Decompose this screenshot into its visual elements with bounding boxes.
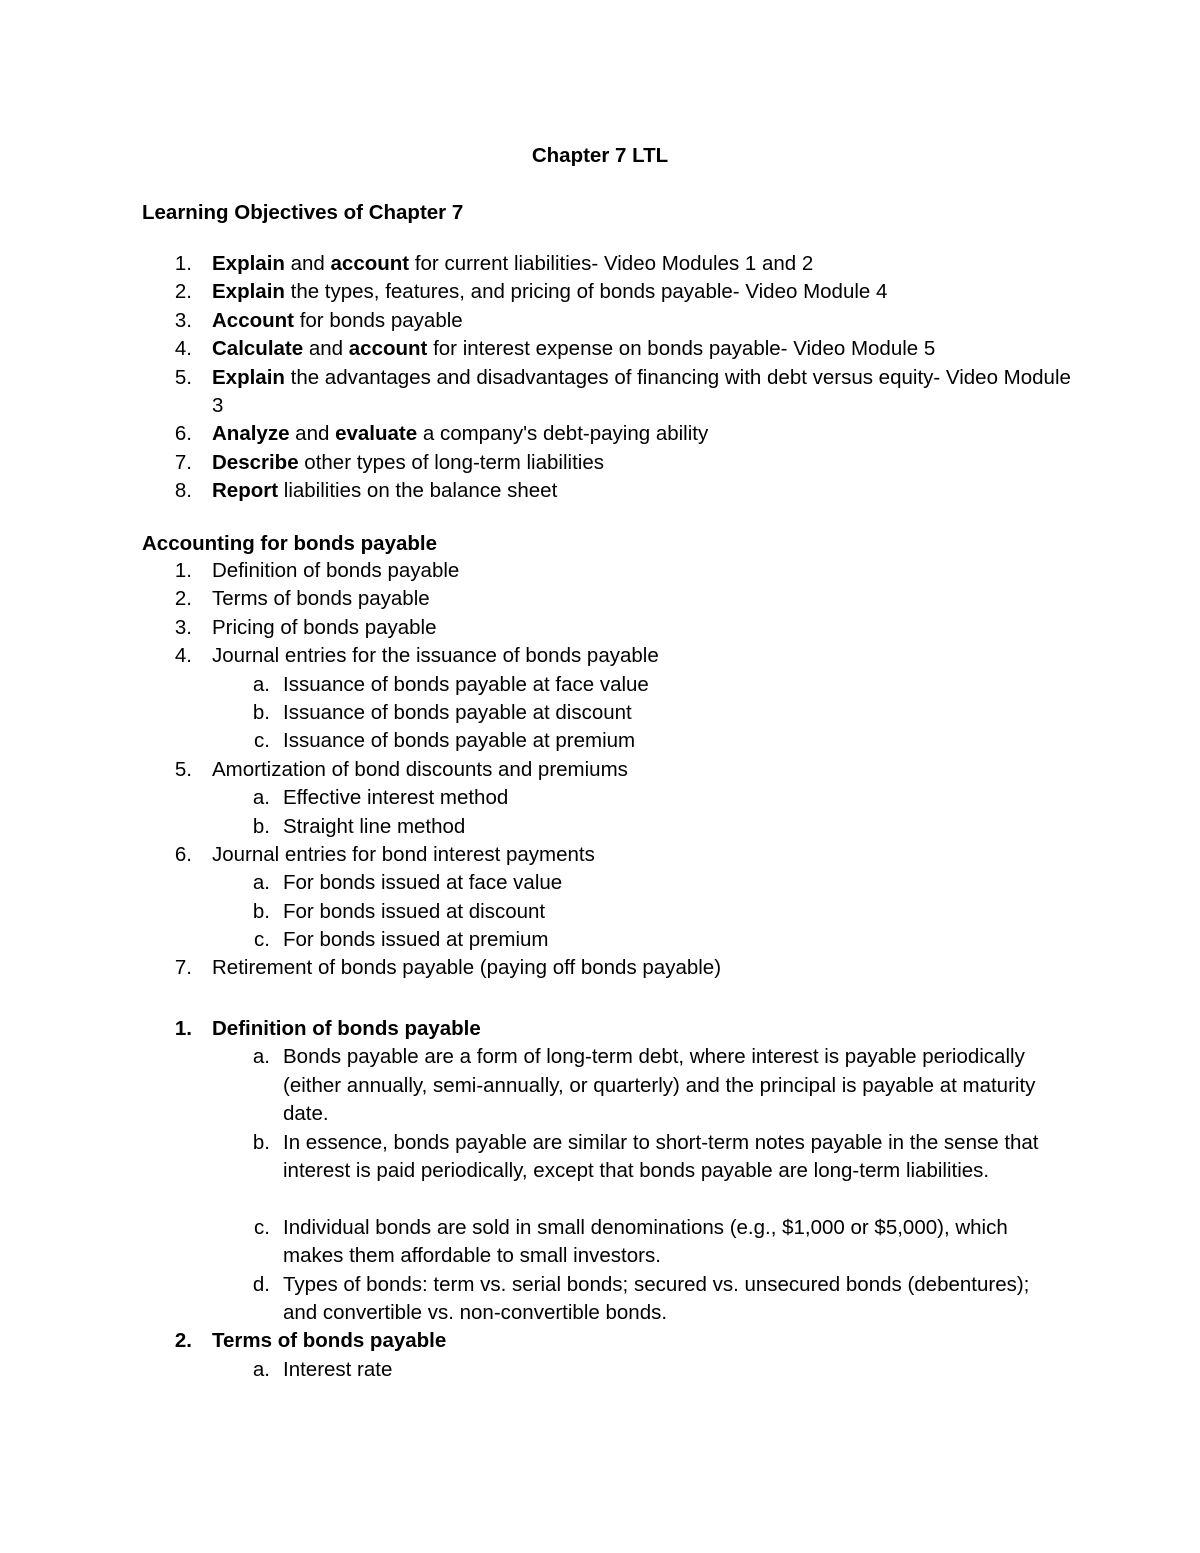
list-text: Analyze and evaluate a company's debt-paying ability bbox=[212, 422, 709, 446]
list-text: Calculate and account for interest expense on bonds payable- Video Module 5 bbox=[212, 337, 936, 361]
accounting-heading: Accounting for bonds payable bbox=[142, 532, 437, 555]
section-subitem bbox=[0, 1214, 1200, 1271]
list-number: 3. bbox=[174, 308, 192, 332]
section-subitem bbox=[0, 1356, 1200, 1384]
objective-item bbox=[0, 250, 1200, 278]
list-text: For bonds issued at face value bbox=[283, 871, 563, 895]
list-number: a. bbox=[252, 672, 270, 696]
outline-subitem bbox=[0, 869, 1200, 897]
list-text: Straight line method bbox=[283, 814, 466, 838]
list-text: Issuance of bonds payable at premium bbox=[283, 729, 636, 753]
list-number: 7. bbox=[174, 956, 192, 980]
list-number: b. bbox=[252, 1130, 270, 1154]
objective-item bbox=[0, 364, 1200, 421]
list-text: Individual bonds are sold in small denominations (e.g., $1,000 or $5,000), which makes them affordable to small investors. bbox=[283, 1215, 1008, 1268]
list-number: b. bbox=[252, 700, 270, 724]
list-number: c. bbox=[254, 928, 270, 952]
list-text: Report liabilities on the balance sheet bbox=[212, 479, 558, 503]
outline-item bbox=[0, 954, 1200, 982]
list-number: 2. bbox=[174, 587, 192, 611]
list-number: 2. bbox=[174, 1329, 192, 1353]
list-number: 2. bbox=[174, 280, 192, 304]
outline-item bbox=[0, 756, 1200, 784]
outline-item bbox=[0, 585, 1200, 613]
objectives-list bbox=[0, 250, 1200, 506]
list-number: 6. bbox=[174, 842, 192, 866]
list-text: Explain the types, features, and pricing of bonds payable- Video Module 4 bbox=[212, 280, 888, 304]
objectives-heading: Learning Objectives of Chapter 7 bbox=[142, 201, 464, 224]
details-list bbox=[0, 1015, 1200, 1384]
list-text: Account for bonds payable bbox=[212, 308, 463, 332]
list-number: 1. bbox=[174, 1017, 192, 1040]
list-text: For bonds issued at premium bbox=[283, 928, 549, 952]
list-text: Terms of bonds payable bbox=[212, 1329, 447, 1353]
document-title: Chapter 7 LTL bbox=[531, 144, 669, 167]
list-number: 8. bbox=[174, 479, 192, 503]
list-text: Journal entries for bond interest payments bbox=[212, 842, 595, 866]
list-text: Issuance of bonds payable at face value bbox=[283, 672, 649, 696]
list-number: 7. bbox=[174, 450, 192, 474]
list-text: Explain and account for current liabilities- Video Modules 1 and 2 bbox=[212, 252, 814, 275]
list-text: In essence, bonds payable are similar to short-term notes payable in the sense that interest is paid periodically, except that bonds payable are long-term liabilities. bbox=[283, 1130, 1039, 1182]
list-number: 4. bbox=[174, 337, 192, 361]
list-number: b. bbox=[252, 814, 270, 838]
list-number: c. bbox=[254, 729, 270, 753]
outline-item bbox=[0, 642, 1200, 670]
list-number: c. bbox=[254, 1215, 270, 1239]
list-text: Terms of bonds payable bbox=[212, 587, 430, 611]
outline-item bbox=[0, 614, 1200, 642]
list-text: Definition of bonds payable bbox=[212, 1017, 481, 1040]
list-text: For bonds issued at discount bbox=[283, 899, 546, 923]
objective-item bbox=[0, 449, 1200, 477]
list-number: 1. bbox=[174, 252, 192, 275]
list-number: 5. bbox=[174, 757, 192, 781]
section-heading-item bbox=[0, 1327, 1200, 1355]
list-text: Amortization of bond discounts and premiums bbox=[212, 757, 628, 781]
list-text: Describe other types of long-term liabilities bbox=[212, 450, 604, 474]
accounting-outline-list bbox=[0, 557, 1200, 983]
list-number: a. bbox=[252, 1357, 270, 1381]
outline-subitem bbox=[0, 699, 1200, 727]
outline-subitem bbox=[0, 671, 1200, 699]
list-text: Effective interest method bbox=[283, 786, 509, 810]
list-number: 5. bbox=[174, 365, 192, 389]
list-number: d. bbox=[252, 1272, 270, 1296]
list-text: Definition of bonds payable bbox=[212, 559, 460, 582]
list-number: a. bbox=[252, 786, 270, 810]
list-number: a. bbox=[252, 871, 270, 895]
objective-item bbox=[0, 335, 1200, 363]
outline-subitem bbox=[0, 898, 1200, 926]
list-text: Interest rate bbox=[283, 1357, 393, 1381]
list-number: 1. bbox=[174, 559, 192, 582]
outline-subitem bbox=[0, 727, 1200, 755]
section-subitem bbox=[0, 1043, 1200, 1128]
list-text: Pricing of bonds payable bbox=[212, 615, 437, 639]
list-text: Issuance of bonds payable at discount bbox=[283, 700, 632, 724]
outline-item bbox=[0, 841, 1200, 869]
list-text: Types of bonds: term vs. serial bonds; secured vs. unsecured bonds (debentures); and convertible vs. non-convertible bonds. bbox=[283, 1272, 1030, 1324]
objective-item bbox=[0, 278, 1200, 306]
list-number: 6. bbox=[174, 422, 192, 446]
list-number: b. bbox=[252, 899, 270, 923]
section-heading-item bbox=[0, 1015, 1200, 1043]
outline-subitem bbox=[0, 926, 1200, 954]
list-number: 3. bbox=[174, 615, 192, 639]
list-text: Journal entries for the issuance of bonds payable bbox=[212, 644, 659, 668]
objective-item bbox=[0, 477, 1200, 505]
section-subitem bbox=[0, 1129, 1200, 1214]
list-text: Retirement of bonds payable (paying off bonds payable) bbox=[212, 956, 722, 980]
outline-subitem bbox=[0, 813, 1200, 841]
objective-item bbox=[0, 420, 1200, 448]
section-subitem bbox=[0, 1271, 1200, 1328]
list-number: a. bbox=[252, 1045, 270, 1069]
list-text: Explain the advantages and disadvantages of financing with debt versus equity- Video Module 3 bbox=[212, 365, 1071, 417]
outline-item bbox=[0, 557, 1200, 585]
list-number: 4. bbox=[174, 644, 192, 668]
objective-item bbox=[0, 307, 1200, 335]
outline-subitem bbox=[0, 784, 1200, 812]
list-text: Bonds payable are a form of long-term debt, where interest is payable periodically (either annually, semi-annually, or quarterly) and the principal is payable at maturity date. bbox=[283, 1045, 1036, 1126]
